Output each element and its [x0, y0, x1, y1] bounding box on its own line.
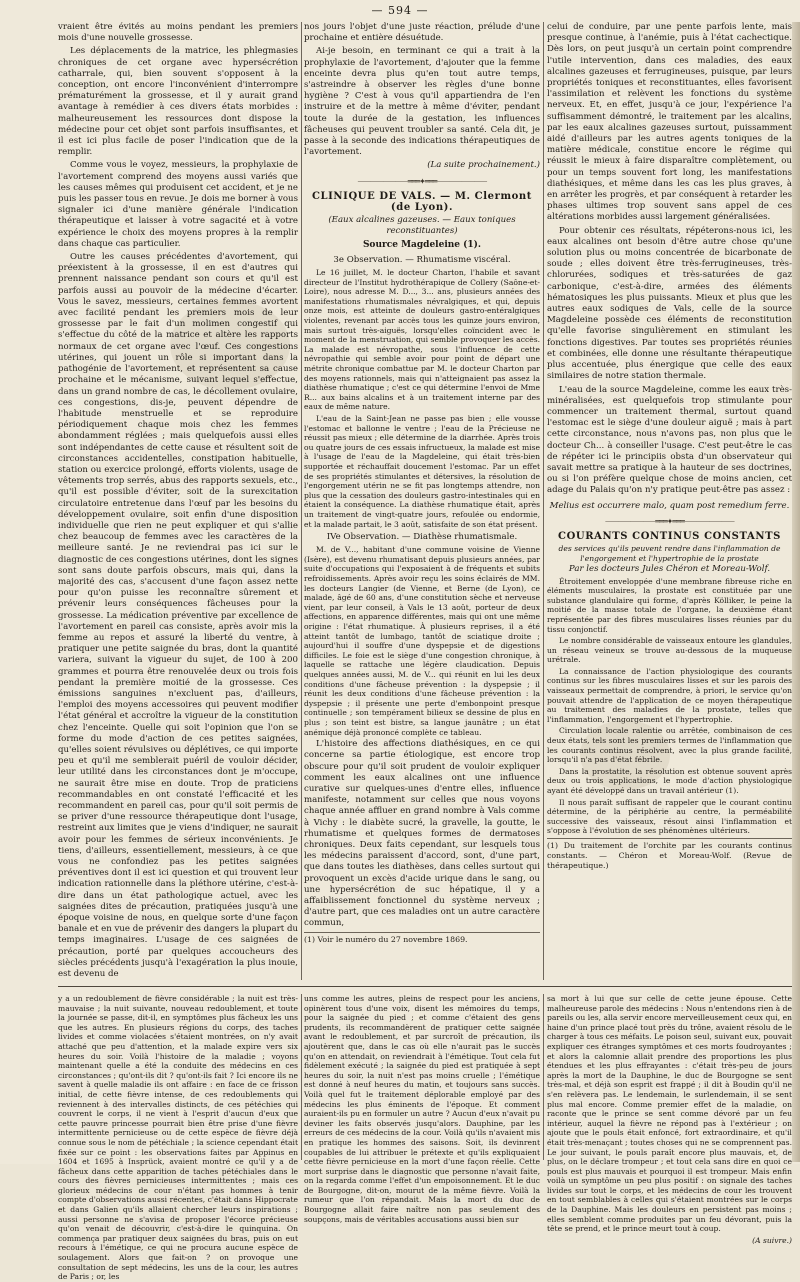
article-subtitle: des services qu'ils peuvent rendre dans l'inflammation de l'engorgement et l'hypertrophie de la prostate [558, 544, 781, 563]
footnote: (1) Voir le numéro du 27 novembre 1869. [304, 932, 540, 945]
paragraph: Les déplacements de la matrice, les phlegmasies chroniques de cet organe avec hypersécrétion catharrale, qui, bien souvent s'opposent à la conception, ont encore l'inconvénient d'interrompre prématurément la grossesse, et il y aurait grand avantage à remédier à ces divers états morbides : malheureusement les ressources dont dispose la médecine pour cet objet sont parfois insuffisantes, et il est ici plus facile de poser l'indication que de la remplir. [58, 46, 298, 158]
ornament-divider: ⸺⸺⸺⸺═══✦═══⸺⸺⸺⸺ [605, 516, 734, 526]
column-rule [543, 22, 544, 980]
paragraph: Circulation locale ralentie ou arrêtée, combinaison de ces deux états, tels sont les premiers termes de l'inflammation que les courants continus résolvent, avec la plus grande facilité, lorsqu'il n'a pas d'état fébrile. [547, 726, 792, 765]
paragraph: La connaissance de l'action physiologique des courants continus sur les fibres musculaires lisses et sur les parois des vaisseaux permettait de comprendre, à priori, le service qu'on pouvait attendre de l'application de ce moyen thérapeutique au traitement des maladies de la prostate, telles que l'inflammation, l'engorgement et l'hypertrophie. [547, 666, 792, 724]
paragraph: Le 16 juillet, M. le docteur Charton, l'habile et savant directeur de l'Institut hydrothérapique de Collery (Saône-et-Loire), nous adresse M. D..., 3... ans, plusieurs années des manifestations rhumatismales névralgiques, et qui, depuis onze mois, est atteinte de douleurs gastro-entéralgiques violentes, revenant par accès tous les quinze jours environ, mais surtout très-aiguës, lorsqu'elles coïncident avec le moment de la menstruation, qui semble provoquer les accès. La malade est névropathe, sous l'influence de cette névropathie qui semble avoir pour point de départ une métrite chronique combattue par M. le docteur Charton par des moyens rationnels, mais qui n'atteignaient pas assez la diathèse rhumatique ; c'est ce qui détermine l'envoi de Mme R... aux bains alcalins et à un traitement interne par des eaux de même nature. [304, 268, 540, 412]
paragraph: L'eau de la Saint-Jean ne passe pas bien ; elle vousse l'estomac et ballonne le ventre ; l'eau de la Précieuse ne réussit pas mieux ; elle détermine de la diarrhée. Après trois ou quatre jours de ces essais infructueux, la malade est mise à l'usage de l'eau de la Magdeleine, qui était très-bien supportée et réchauffait doucement l'estomac. Par un effet de ses propriétés stimulantes et détersives, la résolution de l'engorgement utérin ne se fit pas longtemps attendre, non plus que la cessation des douleurs gastro-intestinales qui en étaient la conséquence. La diathèse rhumatique était, après un traitement de vingt-quatre jours, refoulée ou endormie, et la malade partait, le 3 août, satisfaite de son état présent. [304, 413, 540, 529]
observation-title: IVe Observation. — Diathèse rhumatismale. [326, 532, 518, 543]
continuation-note: (La suite prochainement.) [427, 160, 540, 171]
page-edge [792, 22, 800, 1162]
paragraph: celui de conduire, par une pente parfois lente, mais presque continue, à l'anémie, puis à l'état cachectique. Dès lors, on peut jusqu'à un certain point comprendre l'utile intervention, dans ces maladies, des eaux alcalines gazeuses et ferrugineuses, puisque, par leurs propriétés toniques et reconstituantes, elles favorisent l'assimilation et relèvent les fonctions du système nerveux. Et, en effet, jusqu'à ce jour, l'expérience l'a suffisamment démontré, le traitement par les alcalins, par les eaux alcalines gazeuses surtout, puissamment aidé d'ailleurs par les autres agents toniques de la matière médicale, constitue encore le régime qui réussit le mieux à faire disparaître complètement, ou pour un temps souvent fort long, les manifestations diathésiques, et même dans les cas les plus graves, à en arrêter les progrès, et par conséquent à retarder les phases ultimes trop souvent sans appel de ces altérations morbides aussi largement généralisées. [547, 22, 792, 223]
ornament-divider: ⸺⸺⸺⸺═══✦═══⸺⸺⸺⸺ [357, 176, 487, 186]
paragraph: nos jours l'objet d'une juste réaction, prélude d'une prochaine et entière désuétude. [304, 22, 540, 44]
column-rule [301, 22, 302, 980]
paragraph: sa mort à lui que sur celle de cette jeune épouse. Cette malheureuse parole des médecins : Nous n'entendons rien à de pareils ou les, alla servir encore merveilleusement ceux qui, en haine d'un prince placé tout près du trône, avaient résolu de le charger à tous ces méfaits. Le poison seul, suivant eux, pouvait expliquer ces étranges symptômes et ces morts foudroyantes ; et alors la calomnie allait prendre des proportions les plus étendues et les plus effrayantes : c'était très-peu de jours après la mort de la Dauphine, le duc de Bourgogne se sent très-mal, et déjà son esprit est frappé ; il dit à Boudin qu'il ne s'en relèvera pas. Le lendemain, le surlendemain, il se sent plus mal encore. Comme premier effet de la maladie, on raconte que le prince se sent comme dévoré par un feu intérieur, auquel la fièvre ne répond pas à l'extérieur ; on ajoute que le pouls était enfoncé, fort extraordinaire, et qu'il était très-menaçant ; toutes choses qui ne se comprennent pas. Le jour suivant, le pouls paraît encore plus mauvais, et, de plus, on le déclare trompeur ; et tout cela sans dire en quoi ce pouls est plus mauvais et pourquoi il est trompeur. Mais enfin voilà un symptôme un peu plus positif : on signale des taches livides sur tout le corps, et les médecins de cour les trouvent en tout semblables à celles qui s'étaient montrées sur le corps de la Dauphine. Mais les douleurs en persistent pas moins ; elles semblent comme produites par un feu dévorant, puis la tête se prend, et le prince meurt tout à coup. [547, 994, 792, 1234]
paragraph: Étroitement enveloppée d'une membrane fibreuse riche en éléments musculaires, la prostate est constituée par une substance glandulaire qui forme, d'après Kölliker, le peine la moitié de la masse totale de l'organe, la deuxième étant représentée par des fibres musculaires lisses réunies par du tissu conjonctif. [547, 576, 792, 634]
continuation-note: (A suivre.) [752, 1235, 792, 1245]
paragraph: Dans la prostatite, la résolution est obtenue souvent après deux ou trois applications, le mode d'action physiologique ayant été développé dans un travail antérieur (1). [547, 766, 792, 795]
lower-column-2 [304, 994, 540, 1224]
paragraph: Outre les causes précédentes d'avortement, qui préexistent à la grossesse, il en est d'autres qui prennent naissance pendant son cours et qu'il est parfois aussi au pouvoir de la médecine d'écarter. Vous le savez, messieurs, certaines femmes avortent avec facilité pendant les premiers mois de leur grossesse par le fait d'un molimen congestif qui s'effectue du côté de la matrice et altère les rapports normaux de cet organe avec l'œuf. Ces congestions utérines, qui jouent un rôle si important dans la pathogénie de l'avortement, et représentent sa cause prochaine et le mécanisme, suivant lequel s'effectue, dans un grand nombre de cas, le décollement ovulaire, ces congestions, dis-je, peuvent dépendre de l'habitude menstruelle et se reproduire périodiquement chaque mois chez les femmes abondamment réglées ; mais quelquefois aussi elles sont indépendantes de cette cause et résultent soit de circonstances accidentelles, constipation habituelle, station ou exercice prolongé, efforts violents, usage de vêtements trop serrés, abus des rapports sexuels, etc., qu'il est possible d'éviter, soit de la surexcitation circulatoire entretenue dans l'œuf par les besoins du développement ovulaire, soit enfin d'une disposition individuelle que rien ne peut expliquer et qui s'allie chez beaucoup de femmes avec les caractères de la meilleure santé. Je ne reviendrai pas ici sur le diagnostic de ces congestions utérines, dont les signes sont sans doute parfois obscurs, mais qui, dans la majorité des cas, s'accusent d'une façon assez nette pour qu'on puisse les reconnaître sûrement et prévenir leurs conséquences fâcheuses pour la grossesse. La médication préventive par excellence de l'avortement en pareil cas consiste, après avoir mis la femme au repos et assuré la liberté du ventre, à pratiquer une petite saignée du bras, dont la quantité variera, suivant la vigueur du sujet, de 100 à 200 grammes et pourra être renouvelée deux ou trois fois pendant la première moitié de la grossesse. Ces émissions sanguines n'excluent pas, d'ailleurs, l'emploi des moyens accessoires qui peuvent modifier l'état général et accroître la vigueur de la constitution chez l'enceinte. Quelle qui soit l'opinion que l'on se forme du mode d'action de ces petites saignées, qu'elles soient révulsives ou déplétives, ce qui importe peu et qu'il me semblerait puéril de vouloir décider, leur utilité dans les circonstances dont je m'occupe, ne saurait être mise en doute. Trop de praticiens recommandables en ont constaté l'efficacité et les recommandent en pareil cas, pour qu'il soit permis de se priver d'une ressource thérapeutique dont l'usage, restreint aux limites que je viens d'indiquer, ne saurait avoir pour les femmes de sérieux inconvénients. Je tiens, d'ailleurs, essentiellement, messieurs, à ce que vous ne confondiez pas les petites saignées préventives dont il est ici question et qui trouvent leur indication rationnelle dans la pléthore utérine, c'est-à-dire dans un état pathologique actuel, avec les saignées dites de précaution, pratiquées jusqu'à une époque voisine de nous, en quelque sorte d'une façon banale et en vue de prévenir des dangers la plupart du temps imaginaires. L'usage de ces saignées de précaution, porté par quelques accoucheurs des siècles précédents jusqu'à l'exagération la plus inouie, est devenu de [58, 252, 298, 980]
paragraph: vraient être évités au moins pendant les premiers mois d'une nouvelle grossesse. [58, 22, 298, 44]
paragraph: M. de V..., habitant d'une commune voisine de Vienne (Isère), est devenu rhumatisant depuis plusieurs années, par suite d'occupations qui l'exposaient à de fréquents et subits refroidissements. Après avoir reçu les soins éclairés de MM. les docteurs Langier (de Vienne, et Berne (de Lyon), ce malade, âgé de 60 ans, d'une constitution sèche et nerveuse vient, par leur conseil, à Vals le 13 août, porteur de deux affections, en apparence différentes, mais qui ont une même origine : l'état rhumatique. À plusieurs reprises, il a été atteint tantôt de lumbago, tantôt de sciatique droite ; aujourd'hui il souffre d'une dyspepsie et de digestions difficiles. Le foie est le siège d'une congestion chronique, à laquelle se rattache une légère claudication. Depuis quelques années aussi, M. de V... qui réunit en lui les deux conditions d'une fâcheuse prévention : la dyspepsie ; il réunit les deux conditions d'une fâcheuse prévention : la dyspepsie ; il présente une perte d'embonpoint presque continuelle ; son tempérament bilieux se dessine de plus en plus ; son teint est bistre, sa langue jaunâtre ; un état anémique déjà prononcé complète ce tableau. [304, 545, 540, 737]
article-authors: Par les docteurs Jules Chéron et Moreau-Wolf. [568, 564, 771, 575]
upper-column-3 [547, 22, 792, 980]
paragraph: L'eau de la source Magdeleine, comme les eaux très-minéralisées, est quelquefois trop stimulante pour commencer un traitement thermal, surtout quand l'estomac est le siège d'une douleur aiguë ; mais à part cette circonstance, nous n'avons pas, non plus que le docteur Ch... à conseiller l'usage. C'est peut-être le cas de répéter ici le principiis obsta d'un observateur qui savait mettre sa pratique à la hauteur de ses doctrines, ou si l'on préfère quelque chose de moins ancien, cet adage du Palais qu'on n'y pratique peut-être pas assez : [547, 384, 792, 496]
upper-column-1 [58, 22, 298, 980]
paragraph: Comme vous le voyez, messieurs, la prophylaxie de l'avortement comprend des moyens aussi variés que les causes mêmes qui produisent cet accident, et je ne puis les passer tous en revue. Je dois me borner à vous signaler ici d'une manière générale l'indication thérapeutique et laisser à votre sagacité et à votre expérience le choix des moyens propres à la remplir dans chaque cas particulier. [58, 160, 298, 249]
section-divider [58, 986, 792, 987]
footnote: (1) Du traitement de l'orchite par les courants continus constants. — Chéron et Moreau-Wolf. (Revue de thérapeutique.) [547, 838, 792, 871]
paragraph: Le nombre considérable de vaisseaux entoure les glandules, un réseau veineux se trouve au-dessous de la muqueuse urétrale. [547, 636, 792, 665]
page-number: — 594 — [371, 4, 429, 17]
paragraph: Ai-je besoin, en terminant ce qui a trait à la prophylaxie de l'avortement, d'ajouter que la femme enceinte devra plus qu'en tout autre temps, s'astreindre à observer les règles d'une bonne hygiène ? C'est à vous qu'il appartiendra de l'en instruire et de la mettre à même d'éviter, pendant toute la durée de la gestation, les influences fâcheuses qui peuvent troubler sa santé. Cela dit, je passe à la seconde des indications thérapeutiques de l'avortement. [304, 46, 540, 158]
paragraph: Il nous paraît suffisant de rappeler que le courant continu détermine, de la périphérie au centre, la perméabilité successive des vaisseaux, résout ainsi l'inflammation et s'oppose à l'évolution de ses phénomènes ultérieurs. [547, 797, 792, 836]
section-heading: CLINIQUE DE VALS. — M. Clermont (de Lyon). [311, 190, 533, 214]
paragraph: L'histoire des affections diathésiques, en ce qui concerne sa partie étiologique, est encore trop obscure pour qu'il soit prudent de vouloir expliquer comment les eaux alcalines ont une influence curative sur quelques-unes d'entre elles, influence manifeste, notamment sur celles que nous voyons chaque année affluer en grand nombre à Vals comme à Vichy : le diabète sucré, la gravelle, la goutte, le rhumatisme et quelques formes de dermatoses chroniques. Deux faits cependant, sur lesquels tous les médecins paraissent d'accord, sont, d'une part, que dans toutes les diathèses, dans celles surtout qui provoquent un excès d'acide urique dans le sang, ou une hypersécrétion de suc hépatique, il y a affaiblissement fonctionnel du système nerveux ; d'autre part, que ces maladies ont un autre caractère commun, [304, 739, 540, 929]
lower-column-3 [547, 994, 792, 1245]
upper-column-2 [304, 22, 540, 980]
article-title: COURANTS CONTINUS CONSTANTS [558, 530, 781, 542]
paragraph: y a un redoublement de fièvre considérable ; la nuit est très-mauvaise ; la nuit suivante, nouveau redoublement, et toute la journée se passe, dit-il, en symptômes plus fâcheux les uns que les autres. En plusieurs régions du corps, des taches livides et comme violacées s'étaient montrées, on n'y avait attaché que peu d'attention, et la malade expire vers six heures du soir. Voilà l'histoire de la maladie ; voyons maintenant quelle a été la conduite des médecins en ces circonstances ; qu'ont-ils dit ? qu'ont-ils fait ? Ici encore ils ne savent à quelle maladie ils ont affaire : en face de ce frisson initial, de cette fièvre intense, de ces redoublements qui reviennent à des intervalles distincts, de ces pétéchies qui couvrent le corps, il ne vient à l'esprit d'aucun d'eux que cette pauvre princesse pourrait bien être prise d'une fièvre intermittente pernicieuse ou de cette espèce de fièvre déjà connue sous le nom de pétéchiale ; la science cependant était fixée sur ce point : les observations faites par Appinus en 1604 et 1695 à Insprück, avaient montré ce qu'il y a de fâcheux dans cette apparition de taches pétéchiales dans le cours des fièvres pernicieuses intermittentes ; mais ces glorieux médecins de cour n'étant pas hommes à tenir compte d'observations aussi récentes, c'était dans Hippocrate et dans Galien qu'ils allaient chercher leurs inspirations ; aussi personne ne s'avisa de proposer l'écorce précieuse qu'on venait de découvrir, c'est-à-dire le quinquina. On commença par pratiquer deux saignées du bras, puis on eut recours à l'émétique, ce qui ne procura aucune espèce de soulagement. Alors que fait-on ? on provoque une consultation de sept médecins, les uns de la cour, les autres de Paris ; or, les [58, 994, 298, 1282]
latin-quote: Melius est occurrere malo, quam post remedium ferre. [549, 500, 790, 511]
observation-title: 3e Observation. — Rhumatisme viscéral. [333, 254, 511, 265]
source-name: Source Magdeleine (1). [362, 239, 482, 250]
paragraph: Pour obtenir ces résultats, répéterons-nous ici, les eaux alcalines ont besoin d'être autre chose qu'une solution plus ou moins concentrée de bicarbonate de soude ; elles doivent être très-ferrugineuses, très-chlorurées, sodiques et très-saturées de gaz carbonique, c'est-à-dire, armées des éléments hématosiques les plus puissants. Mieux et plus que les autres eaux sodiques de Vals, celle de la source Magdeleine possède ces éléments de reconstitution qu'elle favorise singulièrement en stimulant les fonctions digestives. Par toutes ses propriétés réunies et combinées, elle donne une résultante thérapeutique plus accentuée, plus énergique que celle des eaux similaires de notre station thermale. [547, 225, 792, 382]
column-rule [301, 994, 302, 1160]
paragraph: uns comme les autres, pleins de respect pour les anciens, opinèrent tous d'une voix, disent les mémoires du temps, pour la saignée du pied ; et comme c'étaient des gens prudents, ils recommandèrent de pratiquer cette saignée avant le redoublement, et par surcroît de précaution, ils ajoutèrent que, dans le cas où elle n'aurait pas le succès qu'on en attendait, on reviendrait à l'émétique. Tout cela fut fidèlement exécuté ; la saignée du pied est pratiquée à sept heures du soir, la nuit n'est pas moins cruelle ; l'émétique est donné à neuf heures du matin, et toujours sans succès. Voilà quel fut le traitement déplorable employé par des médecins les plus éminents de l'époque. Et comment auraient-ils pu en formuler un autre ? Aucun d'eux n'avait pu deviner les faits observés jusqu'alors. Dauphine, par les erreurs de ces médecins de la cour. Voilà qu'ils n'avaient mis en pratique les hommes des saisons. Soit, ils devinrent coupables de lui attribuer le prétexte et qu'ils expliquaient cette fièvre pernicieuse en la mort d'une façon réelle. Cette mort surprise dans le diagnostic que personne n'avait faite, on la regarda comme l'effet d'un empoisonnement. Et le duc de Bourgogne, dit-on, mourut de la même fièvre. Voilà la rumeur que l'on répandait. Mais la mort du duc de Bourgogne allait faire naître non pas seulement des soupçons, mais de véritables accusations aussi bien sur [304, 994, 540, 1224]
section-subheading: (Eaux alcalines gazeuses. — Eaux toniques reconstituantes) [328, 215, 516, 237]
column-rule [543, 994, 544, 1160]
lower-column-1 [58, 994, 298, 1282]
